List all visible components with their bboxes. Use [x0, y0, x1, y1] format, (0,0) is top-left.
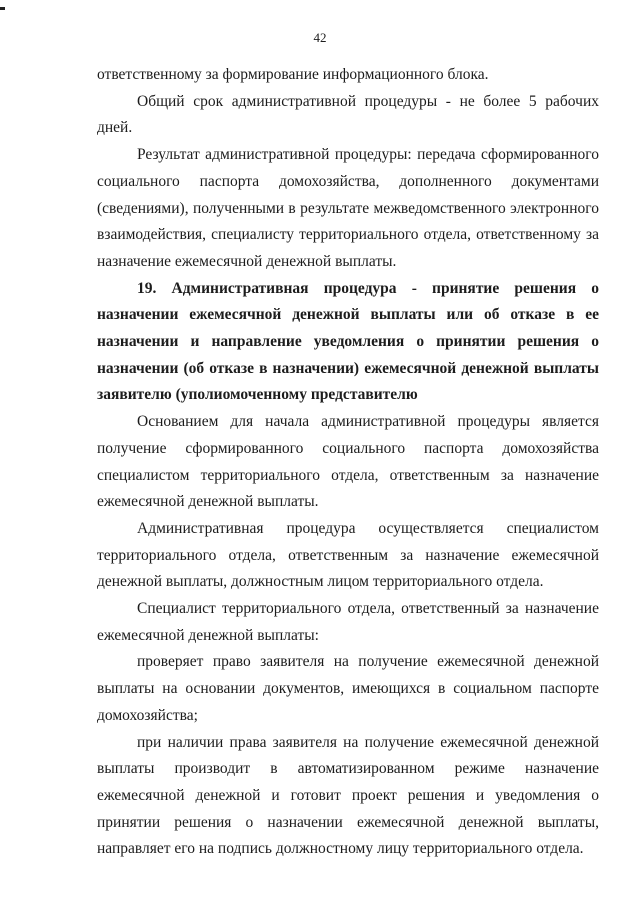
paragraph-continuation: ответственному за формирование информационного блока. — [97, 66, 489, 83]
paragraph-result: Результат административной процедуры: передача сформированного социального паспорта домохозяйства, дополненного документами (сведениями), полученными в результате межведомственного электронного взаимодействия, специалисту территориального отдела, ответственному за назначение ежемесячной денежной выплаты. — [97, 146, 599, 270]
paragraph-deadline: Общий срок административной процедуры - не более 5 рабочих дней. — [97, 92, 599, 137]
paragraph-checks-right: проверяет право заявителя на получение ежемесячной денежной выплаты на основании документов, имеющихся в социальном паспорте домохозяйства; — [97, 653, 599, 724]
scan-mark — [0, 7, 5, 10]
paragraph-specialist: Специалист территориального отдела, ответственный за назначение ежемесячной денежной выплаты: — [97, 600, 599, 644]
paragraph-prepares-decision: при наличии права заявителя на получение ежемесячной денежной выплаты производит в автоматизированном режиме назначение ежемесячной денежной и готовит проект решения и уведомления о принятии решения о назначении ежемесячной денежной выплаты, направляет его на подпись должностному лицу территориального отдела. — [97, 733, 599, 858]
paragraph-executor: Административная процедура осуществляется специалистом территориального отдела, ответственным за назначение ежемесячной денежной выплаты, должностным лицом территориального отдела. — [97, 519, 599, 591]
document-body — [97, 62, 599, 863]
page-number: 42 — [313, 30, 327, 45]
paragraph-basis: Основанием для начала административной процедуры является получение сформированного социального паспорта домохозяйства специалистом территориального отдела, ответственным за назначение ежемесячной денежной выплаты. — [97, 413, 599, 511]
section-heading-19: 19. Административная процедура - принятие решения о назначении ежемесячной денежной выплаты или об отказе в ее назначении и направление уведомления о принятии решения о назначении (об отказе в назначении) ежемесячной денежной выплаты заявителю (уполиомоченному представителю — [97, 279, 599, 404]
